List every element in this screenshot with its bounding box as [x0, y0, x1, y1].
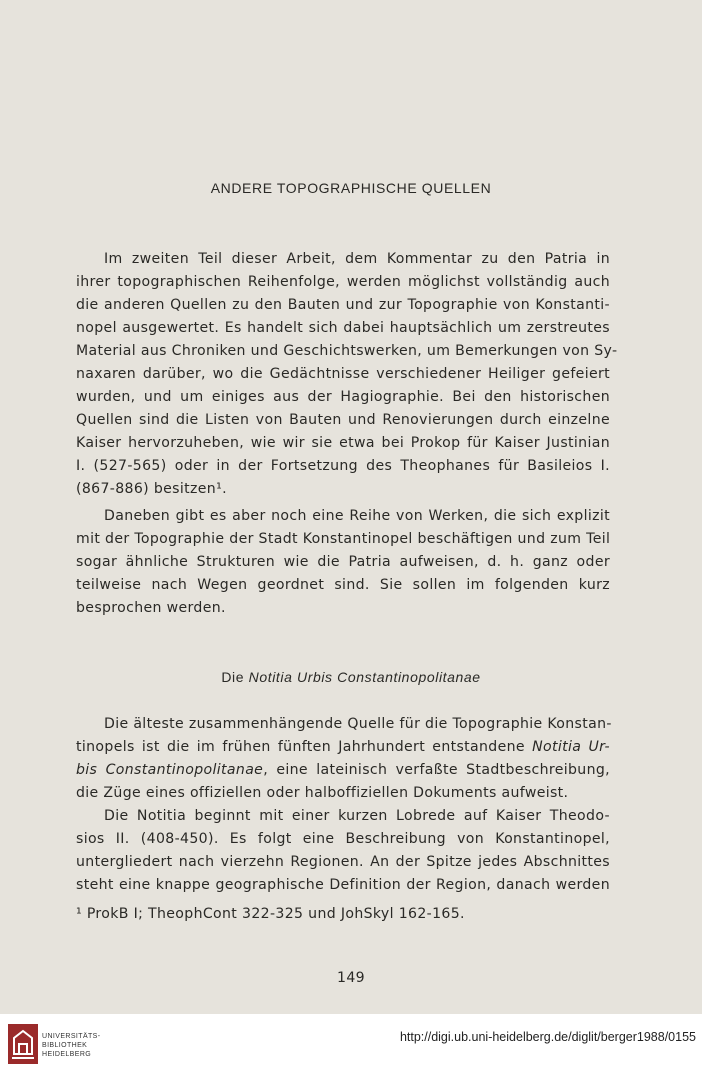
subsection-heading — [0, 669, 702, 685]
body-line: Im zweiten Teil dieser Arbeit, dem Kommentar zu den Patria in — [104, 251, 610, 267]
body-line: wurden, und um einiges aus der Hagiographie. Bei den historischen — [76, 389, 610, 405]
library-logo-icon — [8, 1024, 38, 1064]
body-line-text: , eine lateinisch verfaßte Stadtbeschreibung, — [263, 762, 611, 778]
body-line: mit der Topographie der Stadt Konstantinopel beschäftigen und zum Teil — [76, 531, 611, 547]
library-name-line: BIBLIOTHEK — [42, 1042, 88, 1049]
body-line: I. (527-565) oder in der Fortsetzung des Theophanes für Basileios I. — [76, 458, 610, 474]
body-line: Die Notitia beginnt mit einer kurzen Lobrede auf Kaiser Theodo- — [104, 808, 610, 824]
subsection-heading-title: Notitia Urbis Constantinopolitanae — [248, 669, 481, 685]
body-line — [76, 762, 610, 778]
body-line: die anderen Quellen zu den Bauten und zur Topographie von Konstanti- — [76, 297, 610, 313]
body-line: besprochen werden. — [76, 600, 226, 616]
library-name-line: HEIDELBERG — [42, 1051, 92, 1058]
body-line — [76, 739, 610, 755]
body-line: sios II. (408-450). Es folgt eine Beschreibung von Konstantinopel, — [76, 831, 610, 847]
body-line-text: tinopels ist die im frühen fünften Jahrhundert entstandene — [76, 739, 533, 755]
body-line: die Züge eines offiziellen oder halboffiziellen Dokuments aufweist. — [76, 785, 569, 801]
body-line: ihrer topographischen Reihenfolge, werden möglichst vollständig auch — [76, 274, 610, 290]
body-line-italic: bis Constantinopolitanae — [76, 762, 264, 778]
body-line: Die älteste zusammenhängende Quelle für die Topographie Konstan- — [104, 716, 612, 732]
body-line: Kaiser hervorzuheben, wie wir sie etwa bei Prokop für Kaiser Justinian — [76, 435, 610, 451]
section-heading: ANDERE TOPOGRAPHISCHE QUELLEN — [210, 180, 492, 196]
body-line: naxaren darüber, wo die Gedächtnisse verschiedener Heiliger gefeiert — [76, 366, 610, 382]
body-line: nopel ausgewertet. Es handelt sich dabei hauptsächlich um zerstreutes — [76, 320, 610, 336]
body-line: untergliedert nach vierzehn Regionen. An der Spitze jedes Abschnittes — [76, 854, 610, 870]
subsection-heading-prefix: Die — [221, 669, 249, 685]
body-line: steht eine knappe geographische Definition der Region, danach werden — [76, 877, 610, 893]
source-url-link[interactable]: http://digi.ub.uni-heidelberg.de/diglit/berger1988/0155 — [399, 1030, 696, 1044]
body-line: teilweise nach Wegen geordnet sind. Sie sollen im folgenden kurz — [76, 577, 610, 593]
body-line: Daneben gibt es aber noch eine Reihe von Werken, die sich explizit — [104, 508, 610, 524]
body-line: sogar ähnliche Strukturen wie die Patria aufweisen, d. h. ganz oder — [76, 554, 610, 570]
page-number: 149 — [337, 970, 365, 986]
body-line-italic: Notitia Ur- — [532, 739, 610, 755]
body-line: (867-886) besitzen¹. — [76, 481, 227, 497]
body-line: Quellen sind die Listen von Bauten und Renovierungen durch einzelne — [76, 412, 610, 428]
library-name-line: UNIVERSITÄTS- — [42, 1033, 101, 1040]
body-line: Material aus Chroniken und Geschichtswerken, um Bemerkungen von Sy- — [76, 343, 618, 359]
footnote: ¹ ProkB I; TheophCont 322-325 und JohSkyl 162-165. — [76, 906, 465, 922]
